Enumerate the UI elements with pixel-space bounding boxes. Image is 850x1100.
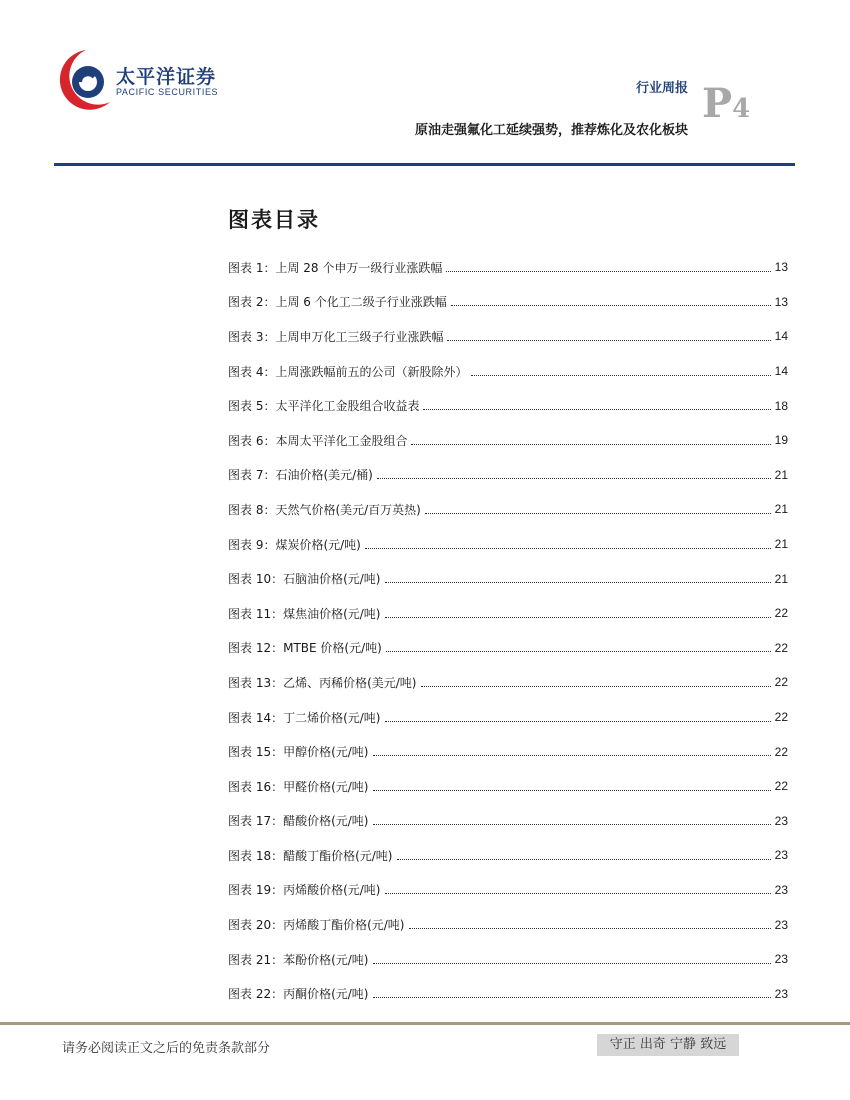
toc-entry[interactable]	[228, 561, 788, 596]
toc-entry-page: 23	[774, 952, 788, 967]
toc-entry[interactable]	[228, 700, 788, 735]
toc-entry-label: 图表 8：天然气价格(美元/百万英热)	[228, 502, 421, 517]
page-number	[702, 80, 751, 127]
company-logo	[58, 44, 258, 116]
toc-entry-label: 图表 14：丁二烯价格(元/吨)	[228, 710, 381, 725]
toc-entry[interactable]	[228, 665, 788, 700]
toc-entry-page: 13	[774, 294, 788, 309]
toc-entry-label: 图表 20：丙烯酸丁酯价格(元/吨)	[228, 918, 405, 933]
toc-entry-leader	[365, 536, 771, 549]
report-type: 行业周报	[635, 81, 688, 96]
toc-entry-page: 21	[774, 537, 788, 552]
toc-entry[interactable]	[228, 388, 788, 423]
toc-entry-page: 21	[774, 571, 788, 586]
toc-entry-leader	[411, 432, 770, 445]
toc-entry-page: 21	[774, 467, 788, 482]
footer-divider	[0, 1022, 850, 1025]
toc-entry-label: 图表 6：本周太平洋化工金股组合	[228, 433, 408, 448]
toc-entry-page: 19	[774, 433, 788, 448]
toc-entry-label: 图表 5：太平洋化工金股组合收益表	[228, 399, 420, 414]
toc-entry[interactable]	[228, 596, 788, 631]
toc-entry-label: 图表 17：醋酸价格(元/吨)	[228, 814, 369, 829]
toc-entry[interactable]	[228, 976, 788, 1011]
toc-entry-label: 图表 2：上周 6 个化工二级子行业涨跌幅	[228, 295, 447, 310]
toc-entry-label: 图表 15：甲醇价格(元/吨)	[228, 745, 369, 760]
toc-entry-leader	[385, 881, 771, 894]
toc-entry-leader	[471, 363, 770, 376]
toc-entry-page: 22	[774, 779, 788, 794]
toc-entry-label: 图表 18：醋酸丁酯价格(元/吨)	[228, 848, 393, 863]
toc-entry[interactable]	[228, 250, 788, 285]
toc-entry-leader	[451, 293, 771, 306]
footer-motto: 守正 出奇 宁静 致远	[597, 1034, 739, 1056]
toc-entry-label: 图表 9：煤炭价格(元/吨)	[228, 537, 361, 552]
toc-entry-leader	[373, 951, 771, 964]
page-number-value: 4	[732, 94, 751, 124]
toc-entry-label: 图表 13：乙烯、丙稀价格(美元/吨)	[228, 675, 417, 690]
toc-entry-label: 图表 11：煤焦油价格(元/吨)	[228, 606, 381, 621]
logo-text-cn: 太平洋证券	[116, 66, 217, 88]
toc-entry-leader	[385, 605, 771, 618]
toc-entry-label: 图表 3：上周申万化工三级子行业涨跌幅	[228, 329, 444, 344]
toc-entry-label: 图表 4：上周涨跌幅前五的公司（新股除外）	[228, 364, 468, 379]
toc-entry-label: 图表 12：MTBE 价格(元/吨)	[228, 641, 382, 656]
toc-entry-leader	[385, 570, 771, 583]
toc-entry-page: 13	[774, 260, 788, 275]
toc-entry-page: 23	[774, 813, 788, 828]
toc-entry[interactable]	[228, 458, 788, 493]
toc-entry-leader	[409, 916, 771, 929]
toc-entry[interactable]	[228, 527, 788, 562]
toc-entry[interactable]	[228, 804, 788, 839]
header-divider	[54, 163, 795, 166]
toc-entry-leader	[425, 501, 771, 514]
toc-entry-label: 图表 21：苯酚价格(元/吨)	[228, 952, 369, 967]
toc-entry[interactable]	[228, 492, 788, 527]
toc-entry-leader	[373, 743, 771, 756]
toc-entry[interactable]	[228, 942, 788, 977]
toc-entry[interactable]	[228, 838, 788, 873]
toc-entry-page: 18	[774, 398, 788, 413]
toc-entry-page: 22	[774, 640, 788, 655]
toc-entry[interactable]	[228, 631, 788, 666]
toc-entry-label: 图表 10：石脑油价格(元/吨)	[228, 572, 381, 587]
toc-entry-page: 22	[774, 606, 788, 621]
toc-entry-page: 23	[774, 848, 788, 863]
toc-entry-page: 14	[774, 364, 788, 379]
toc-entry[interactable]	[228, 285, 788, 320]
toc-entry[interactable]	[228, 769, 788, 804]
toc-entry-label: 图表 22：丙酮价格(元/吨)	[228, 987, 369, 1002]
toc-entry-page: 21	[774, 502, 788, 517]
toc-entry-leader	[373, 778, 771, 791]
toc-entry-leader	[397, 847, 771, 860]
toc-entry-leader	[386, 639, 771, 652]
toc-entry-page: 23	[774, 917, 788, 932]
logo-text-en: PACIFIC SECURITIES	[116, 87, 219, 97]
toc-entry-label: 图表 7：石油价格(美元/桶)	[228, 468, 373, 483]
toc-entry-leader	[447, 328, 770, 341]
toc-entry[interactable]	[228, 354, 788, 389]
footer-disclaimer: 请务必阅读正文之后的免责条款部分	[62, 1041, 271, 1056]
toc-entry-label: 图表 1：上周 28 个申万一级行业涨跌幅	[228, 260, 443, 275]
toc-entry-label: 图表 16：甲醛价格(元/吨)	[228, 779, 369, 794]
toc-entry[interactable]	[228, 907, 788, 942]
toc-entry-leader	[373, 812, 771, 825]
toc-entry-leader	[421, 674, 771, 687]
toc-entry-leader	[423, 397, 770, 410]
toc-entry[interactable]	[228, 319, 788, 354]
toc-entry-label: 图表 19：丙烯酸价格(元/吨)	[228, 883, 381, 898]
toc-entry-page: 23	[774, 882, 788, 897]
toc-heading: 图表目录	[228, 207, 320, 232]
toc-entry-leader	[377, 466, 771, 479]
toc-entry-leader	[446, 259, 770, 272]
toc-entry-leader	[385, 709, 771, 722]
report-title: 原油走强氟化工延续强势，推荐炼化及农化板块	[414, 123, 688, 138]
logo-mark-icon	[58, 44, 114, 116]
toc-entry[interactable]	[228, 734, 788, 769]
toc-entry-page: 23	[774, 986, 788, 1001]
toc-entry-page: 22	[774, 675, 788, 690]
page-number-prefix: P	[702, 80, 733, 127]
toc-list	[228, 250, 788, 1011]
toc-entry-page: 22	[774, 710, 788, 725]
toc-entry-leader	[373, 985, 771, 998]
toc-entry[interactable]	[228, 873, 788, 908]
toc-entry[interactable]	[228, 423, 788, 458]
toc-entry-page: 22	[774, 744, 788, 759]
toc-entry-page: 14	[774, 329, 788, 344]
